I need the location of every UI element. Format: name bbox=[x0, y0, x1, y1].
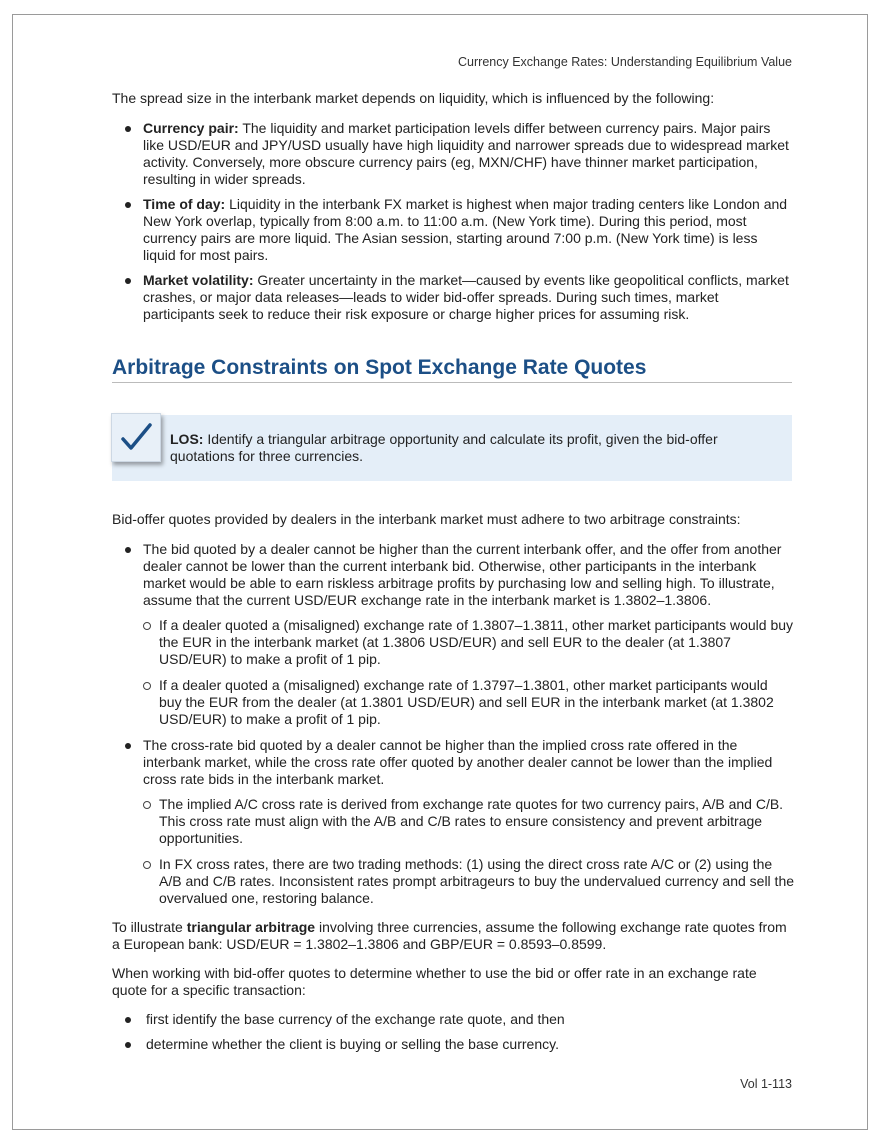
sub-list-item: In FX cross rates, there are two trading methods: (1) using the direct cross rate A/C or (2) using the A/B and C/B rates. Inconsistent rates prompt arbitrageurs to buy the undervalued currency and sell the overvalued one, restoring balance. bbox=[143, 856, 794, 907]
page-number: Vol 1-113 bbox=[740, 1077, 792, 1091]
list-item: The bid quoted by a dealer cannot be higher than the current interbank offer, and the offer from another dealer cannot be lower than the current interbank bid. Otherwise, other participants in the interbank market would be able to earn riskless arbitrage profits by purchasing low and selling high. To illustrate, assume that the current USD/EUR exchange rate in the interbank market is 1.3802–1.3806. If a dealer quoted a (misaligned) exchange rate of 1.3807–1.3811, other market participants would buy the EUR in the interbank market (at 1.3806 USD/EUR) and sell EUR to the dealer (at 1.3807 USD/EUR) to make a profit of 1 pip. If a dealer quoted a (misaligned) exchange rate of 1.3797–1.3801, other market participants would buy the EUR from the dealer (at 1.3801 USD/EUR) and sell EUR in the interbank market (at 1.3802 USD/EUR) to make a profit of 1 pip. bbox=[112, 541, 794, 728]
list-item: Time of day: Liquidity in the interbank FX market is highest when major trading centers like London and New York overlap, typically from 8:00 a.m. to 11:00 a.m. (New York time). During this period, most currency pairs are more liquid. The Asian session, starting around 7:00 p.m. (New York time) is less liquid for most pairs. bbox=[112, 196, 794, 264]
sub-list-item: The implied A/C cross rate is derived from exchange rate quotes for two currency pairs, A/B and C/B. This cross rate must align with the A/B and C/B rates to ensure consistency and prevent arbitrage opportunities. bbox=[143, 796, 794, 847]
section-heading: Arbitrage Constraints on Spot Exchange Rate Quotes bbox=[112, 355, 792, 383]
illustrate-paragraph: To illustrate triangular arbitrage involving three currencies, assume the following exchange rate quotes from a European bank: USD/EUR = 1.3802–1.3806 and GBP/EUR = 0.8593–0.8599. bbox=[112, 919, 787, 952]
list-item: determine whether the client is buying or selling the base currency. bbox=[112, 1036, 794, 1053]
list-item: Market volatility: Greater uncertainty in the market—caused by events like geopolitical conflicts, market crashes, or major data releases—leads to wider bid-offer spreads. During such times, market participants seek to reduce their risk exposure or charge higher prices for assuming risk. bbox=[112, 272, 794, 323]
sub-list bbox=[143, 617, 794, 728]
sub-list-item: If a dealer quoted a (misaligned) exchange rate of 1.3797–1.3801, other market participants would buy the EUR from the dealer (at 1.3801 USD/EUR) and sell EUR in the interbank market (at 1.3802 USD/EUR) to make a profit of 1 pip. bbox=[143, 677, 794, 728]
constraints-intro: Bid-offer quotes provided by dealers in the interbank market must adhere to two arbitrage constraints: bbox=[112, 511, 741, 527]
list-item: first identify the base currency of the exchange rate quote, and then bbox=[112, 1011, 794, 1028]
sub-list-item: If a dealer quoted a (misaligned) exchange rate of 1.3807–1.3811, other market participants would buy the EUR in the interbank market (at 1.3806 USD/EUR) and sell EUR to the dealer (at 1.3807 USD/EUR) to make a profit of 1 pip. bbox=[143, 617, 794, 668]
checkmark-icon bbox=[111, 413, 161, 462]
intro-paragraph: The spread size in the interbank market depends on liquidity, which is influenced by the following: bbox=[112, 90, 715, 106]
steps-list bbox=[112, 1011, 794, 1053]
list-item: The cross-rate bid quoted by a dealer cannot be higher than the implied cross rate offered in the interbank market, while the cross rate offer quoted by another dealer cannot be lower than the implied cross rate bids in the interbank market. The implied A/C cross rate is derived from exchange rate quotes for two currency pairs, A/B and C/B. This cross rate must align with the A/B and C/B rates to ensure consistency and prevent arbitrage opportunities. In FX cross rates, there are two trading methods: (1) using the direct cross rate A/C or (2) using the A/B and C/B rates. Inconsistent rates prompt arbitrageurs to buy the undervalued currency and sell the overvalued one, restoring balance. bbox=[112, 737, 794, 907]
list-item: Currency pair: The liquidity and market participation levels differ between currency pairs. Major pairs like USD/EUR and JPY/USD usually have high liquidity and narrower spreads due to widespread market activity. Conversely, more obscure currency pairs (eg, MXN/CHF) have thinner market participation, resulting in wider spreads. bbox=[112, 120, 794, 188]
working-paragraph: When working with bid-offer quotes to determine whether to use the bid or offer rate in an exchange rate quote for a specific transaction: bbox=[112, 965, 757, 998]
running-header: Currency Exchange Rates: Understanding Equilibrium Value bbox=[458, 55, 792, 69]
liquidity-factors-list bbox=[112, 120, 794, 323]
los-text: LOS: Identify a triangular arbitrage opportunity and calculate its profit, given the bid-offer quotations for three currencies. bbox=[170, 431, 718, 464]
sub-list bbox=[143, 796, 794, 907]
los-box bbox=[112, 415, 792, 481]
constraints-list bbox=[112, 541, 794, 916]
